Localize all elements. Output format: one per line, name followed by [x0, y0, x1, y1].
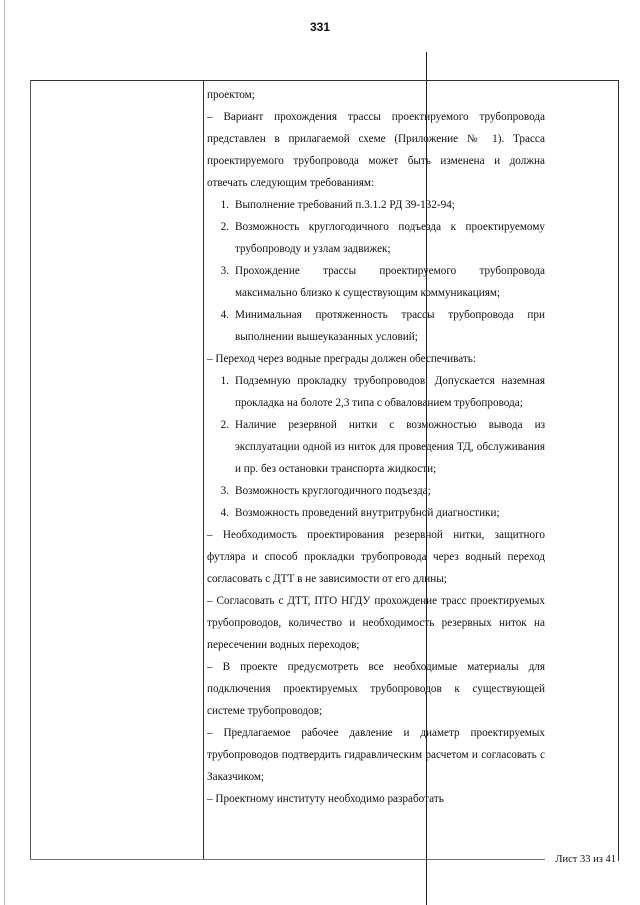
paragraph-institute: – Проектному институту необходимо разработать: [207, 793, 444, 805]
table-bottom-border: [30, 859, 545, 860]
list-item: 2. Наличие резервной нитки с возможностью вывода из эксплуатации одной из ниток для проведения ТД, обслуживания и пр. без остановки транспорта жидкости;: [220, 419, 545, 475]
list-item: 4. Возможность проведений внутритрубной диагностики;: [220, 507, 500, 519]
list-item: 1. Выполнение требований п.3.1.2 РД 39-132-94;: [220, 199, 455, 211]
paragraph-pressure: – Предлагаемое рабочее давление и диаметр проектируемых трубопроводов подтвердить гидравлическим расчетом и согласовать с Заказчиком;: [207, 727, 545, 783]
paragraph: проектом;: [207, 89, 255, 101]
list-item: 3. Прохождение трассы проектируемого трубопровода максимально близко к существующим коммуникациям;: [220, 265, 545, 299]
list-item: 1. Подземную прокладку трубопроводов. Допускается наземная прокладка на болоте 2,3 типа с обвалованием трубопровода;: [220, 375, 545, 409]
route-requirements-list: [207, 194, 545, 348]
list-item: 3. Возможность круглогодичного подъезда;: [220, 485, 431, 497]
paragraph-agree-routes: – Согласовать с ДТТ, ПТО НГДУ прохождение трасс проектируемых трубопроводов, количество и необходимость резервных ниток на пересечении водных переходов;: [207, 595, 545, 651]
table-left-border: [30, 80, 31, 860]
requirements-text-cell: [207, 84, 545, 810]
page-number: 331: [309, 20, 331, 34]
paragraph-reserve-line: – Необходимость проектирования резервной нитки, защитного футляра и способ прокладки трубопровода через водный переход согласовать с ДТТ в не зависимости от его длины;: [207, 529, 545, 585]
list-item: 4. Минимальная протяженность трассы трубопровода при выполнении вышеуказанных условий;: [220, 309, 545, 343]
paragraph-route-variant: – Вариант прохождения трассы проектируемого трубопровода представлен в прилагаемой схеме (Приложение № 1). Трасса проектируемого трубопровода может быть изменена и должна отвечать следующим требованиям:: [207, 111, 545, 189]
water-crossing-list: [207, 370, 545, 524]
list-item: 2. Возможность круглогодичного подъезда к проектируемому трубопроводу и узлам задвижек;: [220, 221, 545, 255]
table-column-divider: [203, 80, 204, 860]
sheet-counter: Лист 33 из 41: [555, 854, 616, 865]
paragraph-materials: – В проекте предусмотреть все необходимые материалы для подключения проектируемых трубопроводов к существующей системе трубопроводов;: [207, 661, 545, 717]
paragraph-water-crossing: – Переход через водные преграды должен обеспечивать:: [207, 353, 477, 365]
scan-artifact-left: [4, 0, 5, 905]
